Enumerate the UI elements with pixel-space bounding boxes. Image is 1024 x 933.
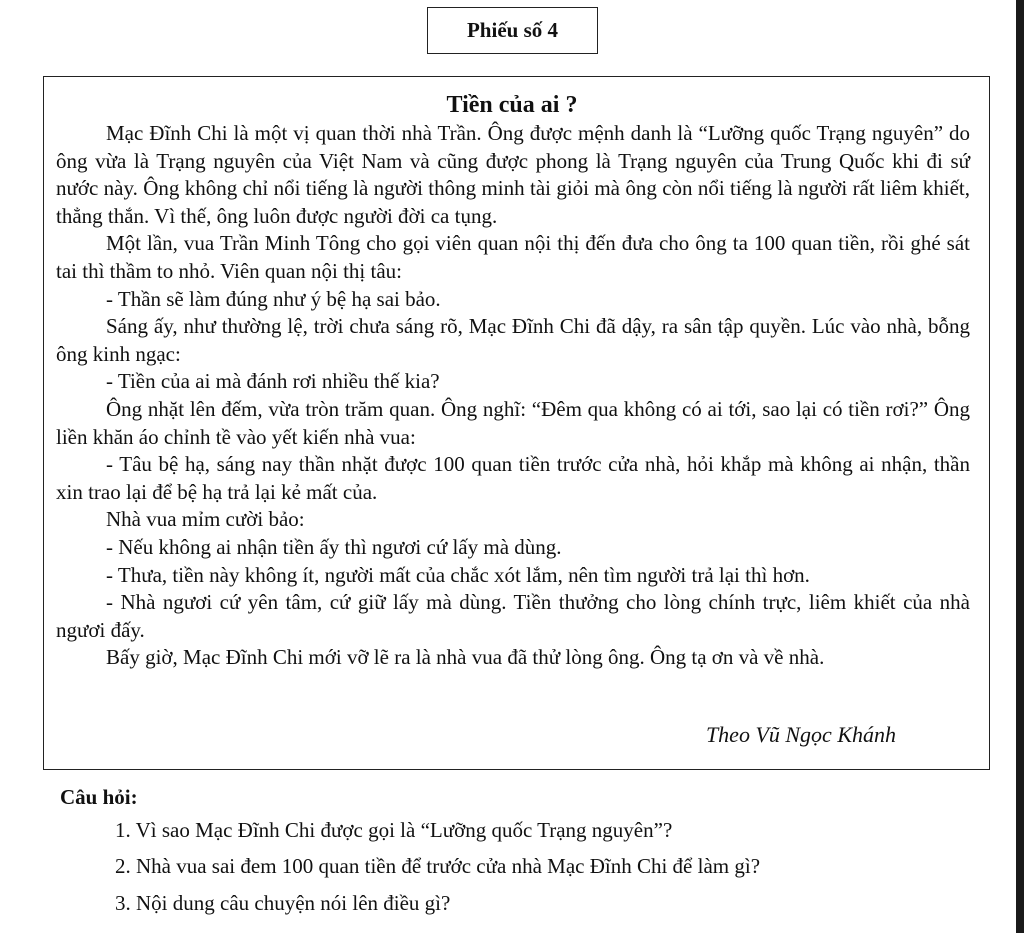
story-paragraph: Nhà vua mỉm cười bảo: [106, 507, 305, 532]
story-dialogue: - Nếu không ai nhận tiền ấy thì ngươi cứ lấy mà dùng. [106, 534, 562, 559]
question-item: 3. Nội dung câu chuyện nói lên điều gì? [115, 891, 451, 915]
page-edge-shadow [1016, 0, 1024, 933]
story-paragraph: Bấy giờ, Mạc Đĩnh Chi mới vỡ lẽ ra là nhà vua đã thử lòng ông. Ông tạ ơn và về nhà. [106, 645, 825, 670]
question-item: 2. Nhà vua sai đem 100 quan tiền để trước cửa nhà Mạc Đĩnh Chi để làm gì? [115, 854, 761, 878]
story-title: Tiền của ai ? [446, 92, 578, 118]
story-paragraph: Ông nhặt lên đếm, vừa tròn trăm quan. Ông nghĩ: “Đêm qua không có ai tới, sao lại có tiền rơi?” Ông liền khăn áo chỉnh tề vào yết kiến nhà vua: [56, 396, 970, 449]
questions-heading: Câu hỏi: [60, 785, 138, 809]
worksheet-label: Phiếu số 4 [427, 7, 598, 54]
story-paragraph: Một lần, vua Trần Minh Tông cho gọi viên quan nội thị đến đưa cho ông ta 100 quan tiền, rồi ghé sát tai thì thầm to nhỏ. Viên quan nội thị tâu: [56, 231, 970, 283]
story-dialogue: - Tâu bệ hạ, sáng nay thần nhặt được 100 quan tiền trước cửa nhà, hỏi khắp mà không ai nhận, thần xin trao lại để bệ hạ trả lại kẻ mất của. [56, 452, 970, 504]
story-dialogue: - Thưa, tiền này không ít, người mất của chắc xót lắm, nên tìm người trả lại thì hơn. [106, 562, 810, 587]
story-paragraph: Mạc Đĩnh Chi là một vị quan thời nhà Trần. Ông được mệnh danh là “Lưỡng quốc Trạng nguyên” do ông vừa là Trạng nguyên của Việt Nam và cũng được phong là Trạng nguyên của Trung Quốc khi đi sứ nước này. Ông không chỉ nổi tiếng là người thông minh tài giỏi mà ông còn nổi tiếng là người rất liêm khiết, thẳng thắn. Vì thế, ông luôn được người đời ca tụng. [56, 121, 970, 228]
story-dialogue: - Nhà ngươi cứ yên tâm, cứ giữ lấy mà dùng. Tiền thưởng cho lòng chính trực, liêm khiết của nhà ngươi đấy. [56, 590, 970, 642]
story-dialogue: - Tiền của ai mà đánh rơi nhiều thế kia? [106, 369, 440, 394]
story-dialogue: - Thần sẽ làm đúng như ý bệ hạ sai bảo. [106, 286, 441, 311]
story-paragraph: Sáng ấy, như thường lệ, trời chưa sáng rõ, Mạc Đĩnh Chi đã dậy, ra sân tập quyền. Lúc vào nhà, bỗng ông kinh ngạc: [56, 314, 970, 366]
question-item: 1. Vì sao Mạc Đĩnh Chi được gọi là “Lưỡng quốc Trạng nguyên”? [115, 818, 673, 842]
story-body [56, 120, 970, 672]
story-author: Theo Vũ Ngọc Khánh [705, 722, 896, 747]
